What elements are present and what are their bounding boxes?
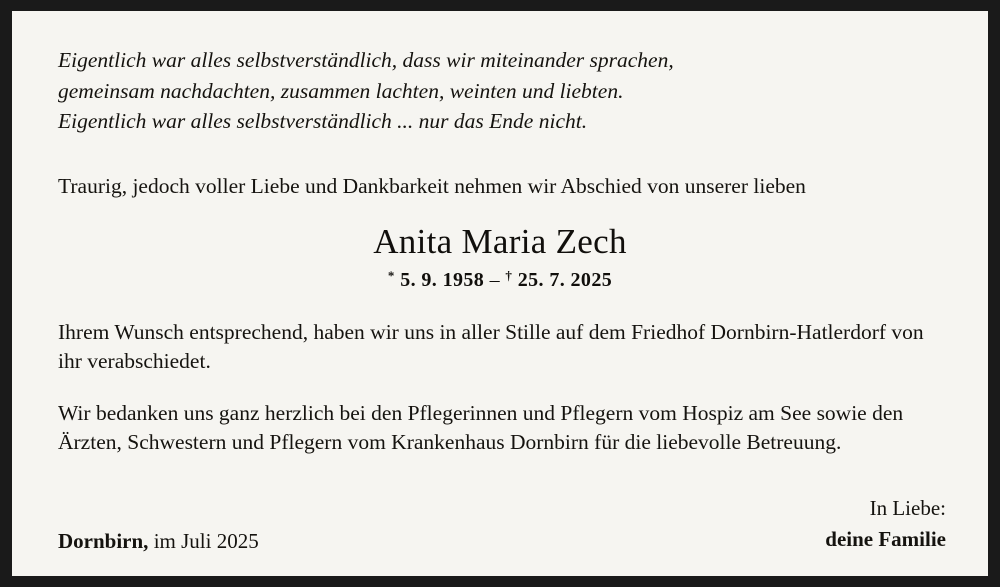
death-symbol: † — [505, 268, 513, 284]
obituary-card — [12, 11, 988, 576]
birth-symbol: * — [387, 268, 395, 284]
place: Dornbirn, — [58, 529, 149, 553]
paragraph-thanks: Wir bedanken uns ganz herzlich bei den Pflegerinnen und Pflegern vom Hospiz am See sowie den Ärzten, Schwestern und Pflegern vom Krankenhaus Dornbirn für die liebevolle Betreuung. — [58, 401, 904, 454]
deceased-name-block — [54, 223, 946, 293]
place-and-date — [54, 529, 259, 554]
closing-line: In Liebe: — [869, 496, 946, 521]
quote-block — [58, 45, 946, 137]
life-dates — [54, 268, 946, 292]
footer-date: im Juli 2025 — [153, 529, 259, 553]
signature: deine Familie — [825, 526, 946, 551]
quote-line: gemeinsam nachdachten, zusammen lachten, weinten und liebten. — [58, 78, 624, 103]
quote-line: Eigentlich war alles selbstverständlich, dass wir miteinander sprachen, — [58, 48, 674, 72]
deceased-name: Anita Maria Zech — [373, 221, 627, 261]
footer — [54, 493, 946, 554]
death-date: 25. 7. 2025 — [517, 269, 613, 292]
date-separator: – — [489, 269, 500, 292]
signature-block — [825, 493, 946, 554]
quote-line: Eigentlich war alles selbstverständlich ... nur das Ende nicht. — [58, 109, 588, 134]
paragraph-farewell: Ihrem Wunsch entsprechend, haben wir uns in aller Stille auf dem Friedhof Dornbirn-Hatlerdorf von ihr verabschiedet. — [58, 320, 924, 373]
birth-date: 5. 9. 1958 — [400, 269, 485, 292]
intro-text: Traurig, jedoch voller Liebe und Dankbarkeit nehmen wir Abschied von unserer lieben — [58, 173, 806, 198]
